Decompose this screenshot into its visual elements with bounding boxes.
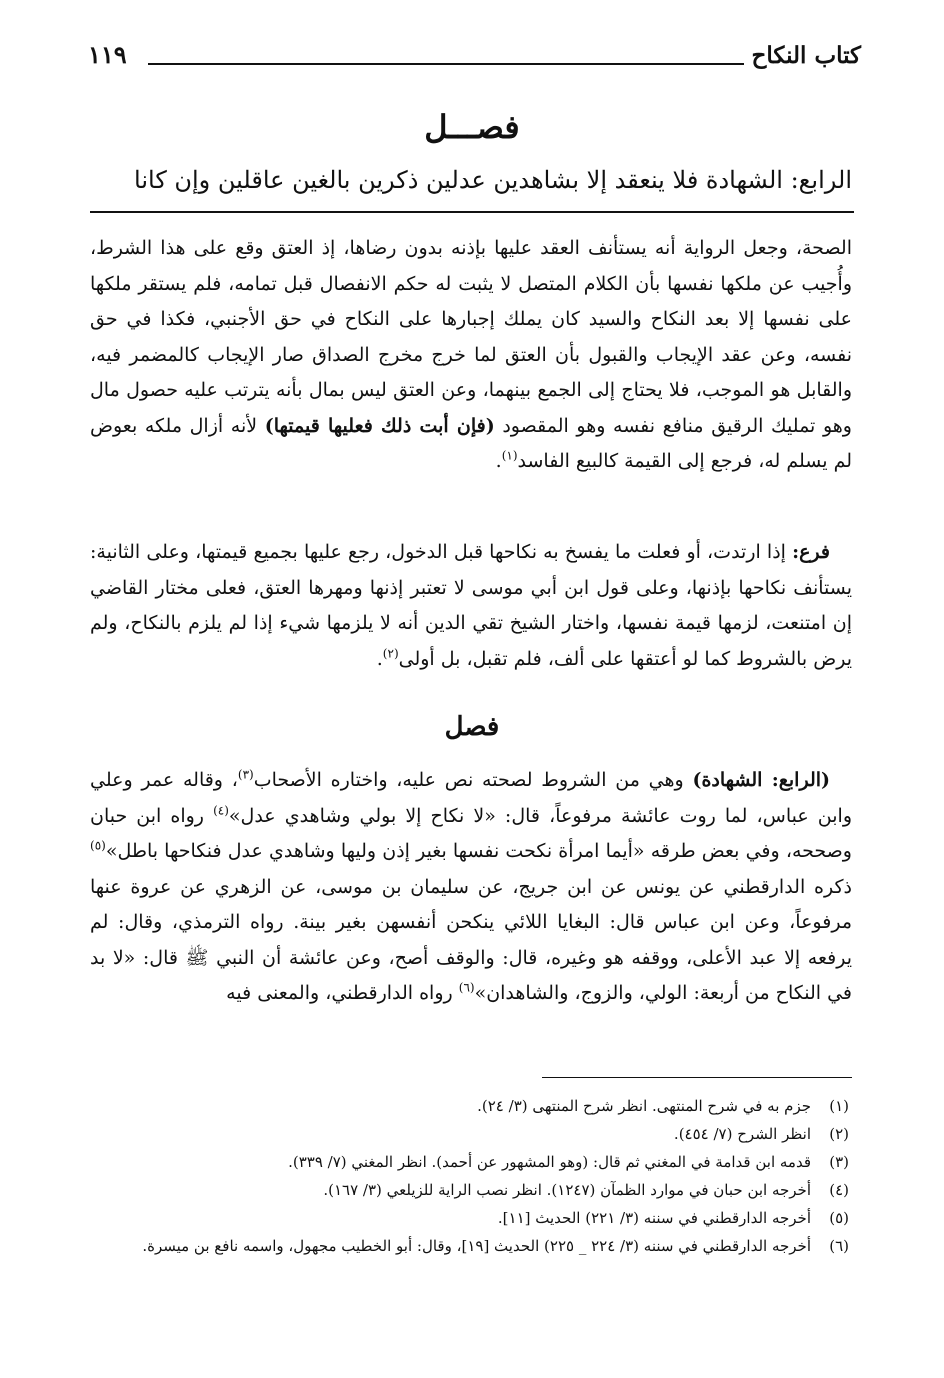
- commentary-paragraph-shahada: [90, 763, 852, 1012]
- shahada-text-3: رواه ابن حبان وصححه، وفي بعض طرقه «أيما امرأة نكحت نفسها بغير إذن وليها وشاهدي عدل فنكاحها باطل»: [90, 804, 852, 862]
- footnote-number: (٥): [829, 1209, 849, 1227]
- footnote-number: (٤): [829, 1181, 849, 1199]
- footnote-ref-3: (٣): [237, 767, 254, 782]
- shahada-text-5: رواه الدارقطني، والمعنى فيه: [226, 982, 453, 1004]
- shahada-text-1: وهي من الشروط لصحته نص عليه، واختاره الأصحاب: [253, 769, 684, 791]
- footnote-text: انظر الشرح (٧/ ٤٥٤).: [673, 1125, 811, 1143]
- para1-text-start: الصحة، وجعل الرواية أنه يستأنف العقد عليها بإذنه بدون رضاها، إذ العتق وقع على هذا الشرط، وأُجيب عن ملكها نفسها بأن الكلام المتصل لا يثبت له حكم الانفصال قبل تمامه، فلم يستقر ملكها على نفسها إلا بعد النكاح والسيد كان يملك إجبارها على النكاح في حق الأجنبي، فكذا في حق نفسه، وعن عقد الإيجاب والقبول بأن العتق لما خرج مخرج الصداق صار الإيجاب كالمضمر فيه، والقابل هو الموجب، فلا يحتاج إلى الجمع بينهما، وعن العتق ليس بمال بأنه يترتب عليه حصول مال وهو تمليك الرقيق منافع نفسه وهو المقصود: [90, 237, 852, 437]
- footnote-ref-1: (١): [501, 448, 518, 463]
- matn-text: الرابع: الشهادة فلا ينعقد إلا بشاهدين عدلين ذكرين بالغين عاقلين وإن كانا: [134, 166, 852, 194]
- footnote: [90, 1092, 849, 1120]
- para1-text-end: لأنه أزال ملكه بعوض لم يسلم له، فرجع إلى القيمة كالبيع الفاسد: [90, 414, 852, 472]
- footnote-number: (٢): [829, 1125, 849, 1143]
- footnote-text: أخرجه الدارقطني في سننه (٣/ ٢٢٤ _ ٢٢٥) الحديث [١٩]، وقال: أبو الخطيب مجهول، واسمه نافع بن ميسرة.: [142, 1237, 811, 1255]
- footnote: [90, 1120, 849, 1148]
- footnote-text: قدمه ابن قدامة في المغني ثم قال: (وهو المشهور عن أحمد). انظر المغني (٧/ ٣٣٩).: [288, 1153, 811, 1171]
- header-rule: [148, 63, 751, 65]
- commentary-section-title: فصل: [444, 712, 500, 742]
- footnote-ref-4: (٤): [213, 803, 229, 818]
- footnote-number: (٦): [829, 1237, 849, 1255]
- footnote-text: أخرجه الدارقطني في سننه (٣/ ٢٢١) الحديث [١١].: [497, 1209, 811, 1227]
- matn-separator: [90, 211, 854, 213]
- footnote: [90, 1204, 849, 1232]
- matn-section-title: فصـــل: [424, 108, 520, 146]
- footnote-text: أخرجه ابن حبان في موارد الظمآن (١٢٤٧). انظر نصب الراية للزيلعي (٣/ ١٦٧).: [323, 1181, 811, 1199]
- page-number: ١١٩: [88, 40, 135, 69]
- footnote: [90, 1176, 849, 1204]
- running-header: [88, 38, 861, 78]
- shahada-text-4: ذكره الدارقطني عن يونس عن ابن جريج، عن سليمان بن موسى، عن الزهري عن عروة عنها مرفوعاً، وعن ابن عباس قال: البغايا اللائي ينكحن أنفسهن بغير بينة. رواه الترمذي، وقال: لم يرفعه إلا عبد الأعلى، ووقفه هو وغيره، قال: والوقف أصح، وعن عائشة أن النبي ﷺ قال: «لا بد في النكاح من أربعة: الولي، والزوج، والشاهدان»: [90, 875, 852, 1004]
- footnote-number: (٣): [829, 1153, 849, 1171]
- footnote-text: جزم به في شرح المنتهى. انظر شرح المنتهى (٣/ ٢٤).: [477, 1097, 811, 1115]
- shahada-quoted-matn: (الرابع: الشهادة): [692, 769, 831, 791]
- footnote-ref-5: (٥): [90, 838, 106, 853]
- footnote: [90, 1232, 849, 1260]
- book-title: كتاب النكاح: [744, 42, 861, 69]
- footnote-number: (١): [829, 1097, 849, 1115]
- footnote-separator: [542, 1077, 852, 1078]
- footnote: [90, 1148, 849, 1176]
- far-text: إذا ارتدت، أو فعلت ما يفسخ به نكاحها قبل الدخول، رجع عليها بجميع قيمتها، وعلى الثانية: يستأنف نكاحها بإذنها، وعلى قول ابن أبي موسى لا تعتبر إذنها ومهرها العتق، فعلى مختار القاضي إن امتنعت، لزمها قيمة نفسها، واختار الشيخ تقي الدين أنه لا يلزمها شيء إذا لم يلزم بالنكاح، ولم يرض بالشروط كما لو أعتقها على ألف، فلم تقبل، بل أولى: [90, 541, 852, 670]
- para1-quoted-matn: (فإن أبت ذلك فعليها قيمتها): [264, 414, 495, 437]
- footnote-ref-2: (٢): [382, 646, 399, 661]
- footnotes: [90, 1092, 849, 1260]
- footnote-ref-6: (٦): [458, 980, 475, 995]
- far-label: فرع:: [792, 541, 830, 563]
- commentary-paragraph-far: فرع: إذا ارتدت، أو فعلت ما يفسخ به نكاحها قبل الدخول، رجع عليها بجميع قيمتها، وعلى الثانية: يستأنف نكاحها بإذنها، وعلى قول ابن أبي موسى لا تعتبر إذنها ومهرها العتق، فعلى مختار القاضي إن امتنعت، لزمها قيمة نفسها، واختار الشيخ تقي الدين أنه لا يلزمها شيء إذا لم يلزم بالنكاح، ولم يرض بالشروط كما لو أعتقها على ألف، فلم تقبل، بل أولى$^{(٢)}$.: [90, 541, 852, 670]
- shahada-text-2: ، وقاله عمر وعلي وابن عباس، لما روت عائشة مرفوعاً، قال: «لا نكاح إلا بولي وشاهدي عدل»: [90, 769, 852, 827]
- commentary-paragraph-1: الصحة، وجعل الرواية أنه يستأنف العقد عليها بإذنه بدون رضاها، إذ العتق وقع على هذا الشرط، وأُجيب عن ملكها نفسها بأن الكلام المتصل لا يثبت له حكم الانفصال قبل تمامه، فلم يستقر ملكها على نفسها إلا بعد النكاح والسيد كان يملك إجبارها على النكاح في حق الأجنبي، فكذا في حق نفسه، وعن عقد الإيجاب والقبول بأن العتق لما خرج مخرج الصداق صار الإيجاب كالمضمر فيه، والقابل هو الموجب، فلا يحتاج إلى الجمع بينهما، وعن العتق ليس بمال بأنه يترتب عليه حصول مال وهو تمليك الرقيق منافع نفسه وهو المقصود (فإن أبت ذلك فعليها قيمتها) لأنه أزال ملكه بعوض لم يسلم له، فرجع إلى القيمة كالبيع الفاسد$^{(١)}$.: [90, 237, 852, 472]
